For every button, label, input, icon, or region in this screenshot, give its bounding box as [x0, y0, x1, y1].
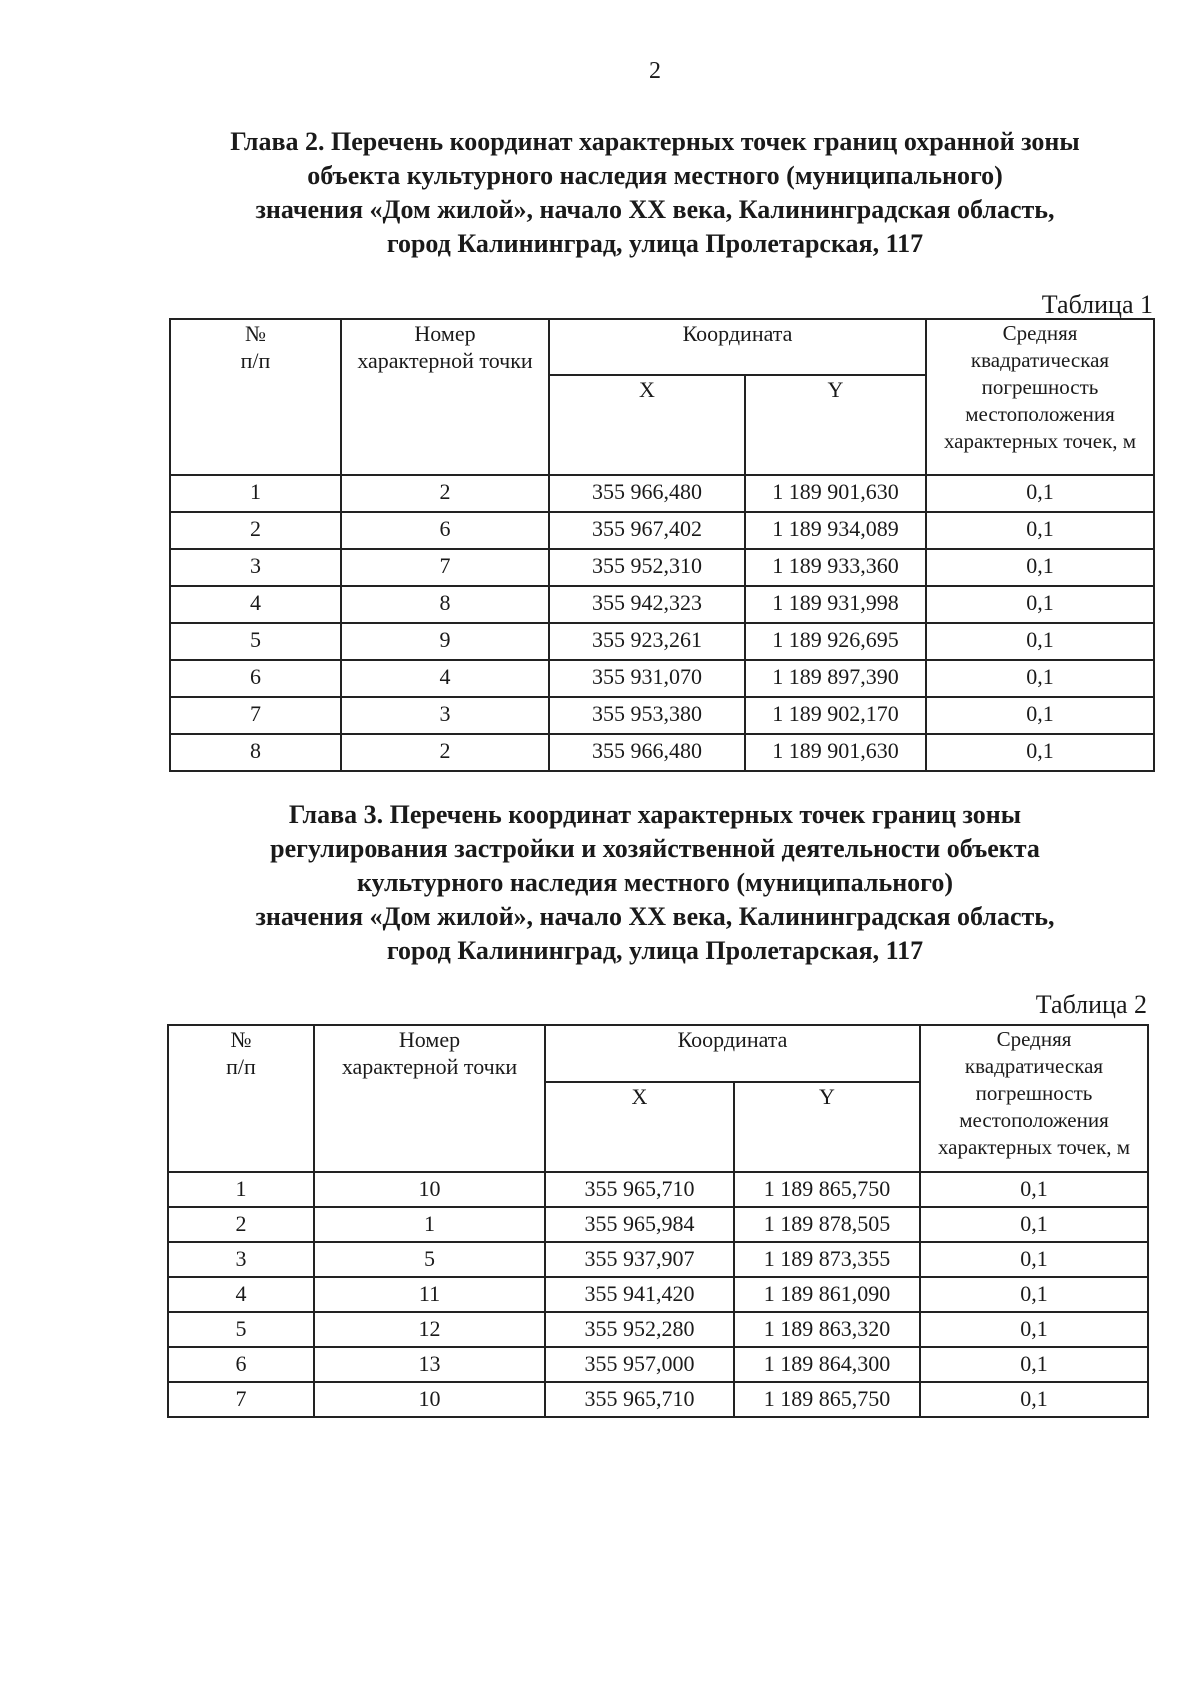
x-coordinate-cell: 355 931,070	[549, 660, 745, 697]
header-row-number	[168, 1025, 314, 1172]
y-coordinate-cell: 1 189 897,390	[745, 660, 926, 697]
header-row-number-label: № п/п	[240, 321, 271, 373]
row-number-cell: 5	[168, 1312, 314, 1347]
row-number-cell: 5	[170, 623, 341, 660]
point-number-cell: 2	[341, 475, 549, 512]
row-number-cell: 3	[170, 549, 341, 586]
header-error-label: Средняя квадратическая погрешность местоположения характерных точек, м	[943, 321, 1137, 453]
table-row	[168, 1277, 1148, 1312]
y-coordinate-cell: 1 189 931,998	[745, 586, 926, 623]
y-coordinate-cell: 1 189 865,750	[734, 1382, 920, 1417]
header-point-number-label: Номер характерной точки	[341, 1027, 518, 1079]
page-number: 2	[649, 58, 661, 84]
point-number-cell: 13	[314, 1347, 545, 1382]
table-1-caption: Таблица 1	[1041, 290, 1153, 319]
y-coordinate-cell: 1 189 902,170	[745, 697, 926, 734]
x-coordinate-cell: 355 923,261	[549, 623, 745, 660]
chapter-2-title	[0, 125, 1200, 261]
header-coordinate-label: Координата	[677, 1027, 788, 1052]
x-coordinate-cell: 355 967,402	[549, 512, 745, 549]
chapter-3-title-line: Глава 3. Перечень координат характерных точек границ зоны	[288, 800, 1022, 829]
x-coordinate-cell: 355 953,380	[549, 697, 745, 734]
table-row	[168, 1312, 1148, 1347]
chapter-2-title-line: город Калининград, улица Пролетарская, 117	[386, 229, 924, 258]
point-number-cell: 11	[314, 1277, 545, 1312]
table-row	[168, 1207, 1148, 1242]
table-row	[170, 697, 1154, 734]
chapter-3-title-line: город Калининград, улица Пролетарская, 117	[386, 936, 924, 965]
y-coordinate-cell: 1 189 861,090	[734, 1277, 920, 1312]
x-coordinate-cell: 355 957,000	[545, 1347, 734, 1382]
row-number-cell: 4	[170, 586, 341, 623]
error-cell: 0,1	[926, 586, 1154, 623]
point-number-cell: 5	[314, 1242, 545, 1277]
point-number-cell: 1	[314, 1207, 545, 1242]
row-number-cell: 8	[170, 734, 341, 771]
table-row	[170, 512, 1154, 549]
point-number-cell: 7	[341, 549, 549, 586]
x-coordinate-cell: 355 965,984	[545, 1207, 734, 1242]
coordinates-table-2	[167, 1024, 1149, 1418]
error-cell: 0,1	[926, 734, 1154, 771]
row-number-cell: 7	[170, 697, 341, 734]
row-number-cell: 2	[170, 512, 341, 549]
row-number-cell: 1	[170, 475, 341, 512]
header-y	[745, 375, 926, 475]
error-cell: 0,1	[920, 1312, 1148, 1347]
row-number-cell: 6	[168, 1347, 314, 1382]
point-number-cell: 6	[341, 512, 549, 549]
y-coordinate-cell: 1 189 863,320	[734, 1312, 920, 1347]
y-coordinate-cell: 1 189 873,355	[734, 1242, 920, 1277]
header-point-number-label: Номер характерной точки	[357, 321, 533, 373]
table-row	[168, 1347, 1148, 1382]
header-x	[549, 375, 745, 475]
x-coordinate-cell: 355 965,710	[545, 1172, 734, 1207]
chapter-3-title-line: культурного наследия местного (муниципального)	[357, 868, 953, 897]
row-number-cell: 4	[168, 1277, 314, 1312]
table-row	[168, 1382, 1148, 1417]
table-2-body	[168, 1172, 1148, 1417]
header-coordinate	[545, 1025, 920, 1082]
y-coordinate-cell: 1 189 901,630	[745, 475, 926, 512]
y-coordinate-cell: 1 189 865,750	[734, 1172, 920, 1207]
error-cell: 0,1	[920, 1382, 1148, 1417]
header-point-number	[314, 1025, 545, 1172]
header-error	[926, 319, 1154, 475]
error-cell: 0,1	[926, 660, 1154, 697]
chapter-2-title-line: значения «Дом жилой», начало XX века, Калининградская область,	[255, 195, 1055, 224]
x-coordinate-cell: 355 937,907	[545, 1242, 734, 1277]
table-row	[170, 586, 1154, 623]
table-row	[168, 1172, 1148, 1207]
y-coordinate-cell: 1 189 934,089	[745, 512, 926, 549]
row-number-cell: 6	[170, 660, 341, 697]
header-row-number-label: № п/п	[226, 1027, 256, 1079]
error-cell: 0,1	[920, 1277, 1148, 1312]
header-coordinate	[549, 319, 926, 375]
x-coordinate-cell: 355 966,480	[549, 475, 745, 512]
table-row	[170, 660, 1154, 697]
chapter-3-title-line: значения «Дом жилой», начало XX века, Калининградская область,	[255, 902, 1055, 931]
x-coordinate-cell: 355 966,480	[549, 734, 745, 771]
row-number-cell: 7	[168, 1382, 314, 1417]
header-x	[545, 1082, 734, 1172]
point-number-cell: 9	[341, 623, 549, 660]
x-coordinate-cell: 355 942,323	[549, 586, 745, 623]
header-y	[734, 1082, 920, 1172]
error-cell: 0,1	[926, 475, 1154, 512]
table-row	[170, 549, 1154, 586]
chapter-2-title-line: объекта культурного наследия местного (муниципального)	[307, 161, 1003, 190]
header-y-label: Y	[819, 1084, 835, 1109]
row-number-cell: 3	[168, 1242, 314, 1277]
header-point-number	[341, 319, 549, 475]
table-2-caption: Таблица 2	[1035, 990, 1147, 1019]
chapter-3-title	[0, 798, 1200, 968]
point-number-cell: 10	[314, 1382, 545, 1417]
y-coordinate-cell: 1 189 901,630	[745, 734, 926, 771]
point-number-cell: 8	[341, 586, 549, 623]
table-1-body	[170, 475, 1154, 771]
x-coordinate-cell: 355 952,280	[545, 1312, 734, 1347]
table-row	[170, 734, 1154, 771]
chapter-2-title-line: Глава 2. Перечень координат характерных точек границ охранной зоны	[230, 127, 1080, 156]
point-number-cell: 4	[341, 660, 549, 697]
header-x-label: X	[631, 1084, 648, 1109]
error-cell: 0,1	[926, 623, 1154, 660]
coordinates-table-1	[169, 318, 1155, 772]
x-coordinate-cell: 355 965,710	[545, 1382, 734, 1417]
header-coordinate-label: Координата	[682, 321, 793, 346]
error-cell: 0,1	[926, 549, 1154, 586]
header-error	[920, 1025, 1148, 1172]
error-cell: 0,1	[920, 1172, 1148, 1207]
error-cell: 0,1	[920, 1207, 1148, 1242]
header-y-label: Y	[827, 377, 844, 402]
table-row	[170, 623, 1154, 660]
chapter-3-title-line: регулирования застройки и хозяйственной деятельности объекта	[270, 834, 1040, 863]
point-number-cell: 3	[341, 697, 549, 734]
header-error-label: Средняя квадратическая погрешность местоположения характерных точек, м	[937, 1027, 1131, 1159]
point-number-cell: 2	[341, 734, 549, 771]
header-row-number	[170, 319, 341, 475]
y-coordinate-cell: 1 189 926,695	[745, 623, 926, 660]
x-coordinate-cell: 355 952,310	[549, 549, 745, 586]
header-x-label: X	[639, 377, 655, 402]
table-row	[170, 475, 1154, 512]
y-coordinate-cell: 1 189 933,360	[745, 549, 926, 586]
error-cell: 0,1	[920, 1242, 1148, 1277]
x-coordinate-cell: 355 941,420	[545, 1277, 734, 1312]
y-coordinate-cell: 1 189 878,505	[734, 1207, 920, 1242]
table-row	[168, 1242, 1148, 1277]
row-number-cell: 2	[168, 1207, 314, 1242]
error-cell: 0,1	[926, 697, 1154, 734]
point-number-cell: 10	[314, 1172, 545, 1207]
error-cell: 0,1	[926, 512, 1154, 549]
y-coordinate-cell: 1 189 864,300	[734, 1347, 920, 1382]
row-number-cell: 1	[168, 1172, 314, 1207]
point-number-cell: 12	[314, 1312, 545, 1347]
error-cell: 0,1	[920, 1347, 1148, 1382]
